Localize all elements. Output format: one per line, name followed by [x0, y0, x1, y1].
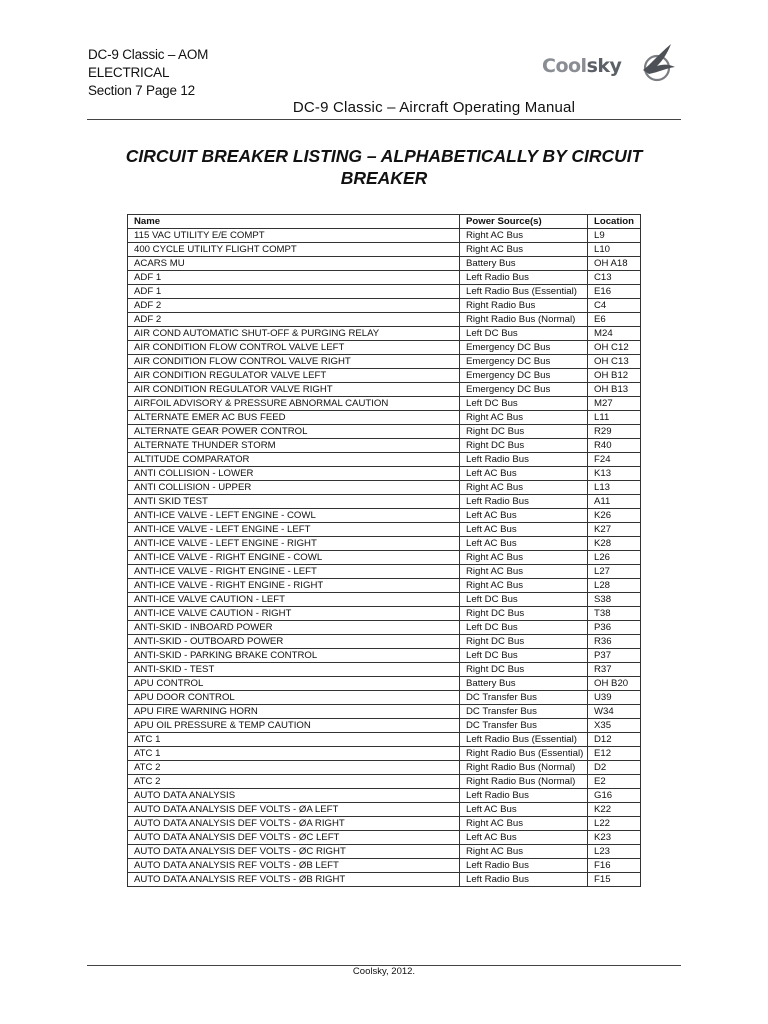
page-title-line-1: CIRCUIT BREAKER LISTING – ALPHABETICALLY BY CIRCUIT — [125, 146, 643, 166]
cell-location: E2 — [588, 775, 641, 789]
table-row — [128, 719, 641, 733]
table-row — [128, 817, 641, 831]
cell-name: APU DOOR CONTROL — [128, 691, 460, 705]
table-row — [128, 593, 641, 607]
header-divider — [87, 119, 681, 120]
cell-power-source: Left AC Bus — [460, 509, 588, 523]
table-row — [128, 831, 641, 845]
cell-power-source: Right DC Bus — [460, 663, 588, 677]
cell-name: ATC 1 — [128, 747, 460, 761]
table-row — [128, 537, 641, 551]
cell-location: R37 — [588, 663, 641, 677]
cell-power-source: Left DC Bus — [460, 593, 588, 607]
cell-location: F15 — [588, 873, 641, 887]
cell-name: ALTITUDE COMPARATOR — [128, 453, 460, 467]
cell-power-source: DC Transfer Bus — [460, 705, 588, 719]
cell-name: ANTI-ICE VALVE - LEFT ENGINE - RIGHT — [128, 537, 460, 551]
header-chapter: ELECTRICAL — [88, 65, 170, 80]
coolsky-logo — [540, 40, 680, 84]
cell-location: OH B13 — [588, 383, 641, 397]
table-body — [128, 229, 641, 887]
cell-name: ANTI-ICE VALVE CAUTION - RIGHT — [128, 607, 460, 621]
cell-name: ANTI-ICE VALVE - RIGHT ENGINE - RIGHT — [128, 579, 460, 593]
table-row — [128, 789, 641, 803]
table-row — [128, 845, 641, 859]
cell-power-source: Left AC Bus — [460, 831, 588, 845]
cell-name: 115 VAC UTILITY E/E COMPT — [128, 229, 460, 243]
cell-name: ATC 2 — [128, 775, 460, 789]
cell-power-source: Left AC Bus — [460, 537, 588, 551]
cell-location: E6 — [588, 313, 641, 327]
page-title-line-2: BREAKER — [340, 168, 428, 188]
cell-power-source: DC Transfer Bus — [460, 691, 588, 705]
cell-power-source: Left Radio Bus — [460, 859, 588, 873]
cell-name: ANTI-SKID - PARKING BRAKE CONTROL — [128, 649, 460, 663]
cell-location: T38 — [588, 607, 641, 621]
cell-power-source: Right DC Bus — [460, 607, 588, 621]
cell-location: L11 — [588, 411, 641, 425]
cell-location: K13 — [588, 467, 641, 481]
cell-power-source: Left DC Bus — [460, 621, 588, 635]
cell-power-source: Right Radio Bus (Normal) — [460, 775, 588, 789]
cell-location: OH A18 — [588, 257, 641, 271]
cell-power-source: Left Radio Bus — [460, 271, 588, 285]
cell-location: E16 — [588, 285, 641, 299]
cell-name: ATC 2 — [128, 761, 460, 775]
cell-location: G16 — [588, 789, 641, 803]
table-row — [128, 495, 641, 509]
cell-name: ANTI COLLISION - LOWER — [128, 467, 460, 481]
cell-name: ANTI-ICE VALVE - RIGHT ENGINE - LEFT — [128, 565, 460, 579]
cell-location: R29 — [588, 425, 641, 439]
table-row — [128, 425, 641, 439]
table-row — [128, 635, 641, 649]
cell-name: ANTI COLLISION - UPPER — [128, 481, 460, 495]
table-row — [128, 299, 641, 313]
cell-power-source: Emergency DC Bus — [460, 369, 588, 383]
cell-location: L22 — [588, 817, 641, 831]
cell-location: E12 — [588, 747, 641, 761]
cell-power-source: Emergency DC Bus — [460, 355, 588, 369]
table-row — [128, 691, 641, 705]
cell-name: AUTO DATA ANALYSIS REF VOLTS - ØB RIGHT — [128, 873, 460, 887]
cell-name: ANTI-ICE VALVE - RIGHT ENGINE - COWL — [128, 551, 460, 565]
cell-power-source: Left Radio Bus — [460, 789, 588, 803]
cell-power-source: Right AC Bus — [460, 551, 588, 565]
table-header-row — [128, 215, 641, 229]
cell-power-source: Left Radio Bus — [460, 495, 588, 509]
cell-power-source: Right AC Bus — [460, 229, 588, 243]
table-row — [128, 873, 641, 887]
table-row — [128, 481, 641, 495]
cell-power-source: Right AC Bus — [460, 481, 588, 495]
cell-location: P36 — [588, 621, 641, 635]
table-row — [128, 453, 641, 467]
table-row — [128, 551, 641, 565]
cell-power-source: Right AC Bus — [460, 411, 588, 425]
cell-power-source: Left DC Bus — [460, 649, 588, 663]
cell-power-source: Left DC Bus — [460, 397, 588, 411]
table-row — [128, 733, 641, 747]
cell-power-source: Battery Bus — [460, 257, 588, 271]
cell-location: OH B20 — [588, 677, 641, 691]
circuit-breaker-table — [127, 214, 641, 887]
cell-power-source: Left Radio Bus (Essential) — [460, 285, 588, 299]
cell-location: K23 — [588, 831, 641, 845]
header-aircraft: DC-9 Classic – AOM — [88, 47, 209, 62]
cell-power-source: Left Radio Bus — [460, 873, 588, 887]
cell-name: APU FIRE WARNING HORN — [128, 705, 460, 719]
table-row — [128, 229, 641, 243]
cell-power-source: Right AC Bus — [460, 845, 588, 859]
cell-location: U39 — [588, 691, 641, 705]
table-row — [128, 775, 641, 789]
cell-power-source: Right Radio Bus — [460, 299, 588, 313]
table-row — [128, 397, 641, 411]
cell-name: 400 CYCLE UTILITY FLIGHT COMPT — [128, 243, 460, 257]
cell-power-source: Left Radio Bus — [460, 453, 588, 467]
cell-location: K27 — [588, 523, 641, 537]
cell-name: AUTO DATA ANALYSIS DEF VOLTS - ØA LEFT — [128, 803, 460, 817]
cell-power-source: Right AC Bus — [460, 565, 588, 579]
table-row — [128, 341, 641, 355]
cell-name: AIR CONDITION REGULATOR VALVE LEFT — [128, 369, 460, 383]
cell-power-source: Left AC Bus — [460, 523, 588, 537]
table-row — [128, 705, 641, 719]
cell-location: R40 — [588, 439, 641, 453]
header-section-page: Section 7 Page 12 — [88, 83, 195, 98]
table-row — [128, 383, 641, 397]
cell-location: P37 — [588, 649, 641, 663]
table-row — [128, 271, 641, 285]
cell-location: D2 — [588, 761, 641, 775]
cell-location: R36 — [588, 635, 641, 649]
cell-name: ANTI-ICE VALVE - LEFT ENGINE - LEFT — [128, 523, 460, 537]
table-row — [128, 859, 641, 873]
table-row — [128, 677, 641, 691]
cell-name: AUTO DATA ANALYSIS DEF VOLTS - ØC RIGHT — [128, 845, 460, 859]
cell-name: ADF 1 — [128, 285, 460, 299]
cell-location: S38 — [588, 593, 641, 607]
cell-name: ADF 1 — [128, 271, 460, 285]
cell-power-source: Right AC Bus — [460, 579, 588, 593]
cell-power-source: Right Radio Bus (Normal) — [460, 761, 588, 775]
column-header-power-source: Power Source(s) — [460, 215, 588, 229]
table-row — [128, 607, 641, 621]
cell-name: AIR CONDITION FLOW CONTROL VALVE LEFT — [128, 341, 460, 355]
column-header-name: Name — [128, 215, 460, 229]
cell-power-source: Right AC Bus — [460, 243, 588, 257]
table-row — [128, 257, 641, 271]
cell-name: ANTI-ICE VALVE CAUTION - LEFT — [128, 593, 460, 607]
cell-location: OH C12 — [588, 341, 641, 355]
cell-power-source: Right DC Bus — [460, 425, 588, 439]
cell-location: L26 — [588, 551, 641, 565]
cell-name: ALTERNATE THUNDER STORM — [128, 439, 460, 453]
cell-name: ANTI-SKID - OUTBOARD POWER — [128, 635, 460, 649]
cell-power-source: Right Radio Bus (Normal) — [460, 313, 588, 327]
cell-location: M24 — [588, 327, 641, 341]
cell-name: AUTO DATA ANALYSIS DEF VOLTS - ØC LEFT — [128, 831, 460, 845]
cell-power-source: Left Radio Bus (Essential) — [460, 733, 588, 747]
cell-location: F24 — [588, 453, 641, 467]
cell-location: A11 — [588, 495, 641, 509]
table-row — [128, 523, 641, 537]
logo-text: Coolsky — [542, 55, 622, 77]
cell-name: APU CONTROL — [128, 677, 460, 691]
cell-name: ADF 2 — [128, 313, 460, 327]
cell-name: ANTI-SKID - INBOARD POWER — [128, 621, 460, 635]
table-row — [128, 313, 641, 327]
footer-copyright: Coolsky, 2012. — [352, 966, 416, 977]
cell-location: L9 — [588, 229, 641, 243]
cell-power-source: Right Radio Bus (Essential) — [460, 747, 588, 761]
cell-location: L23 — [588, 845, 641, 859]
table-row — [128, 439, 641, 453]
cell-location: L27 — [588, 565, 641, 579]
cell-power-source: DC Transfer Bus — [460, 719, 588, 733]
cell-power-source: Right AC Bus — [460, 817, 588, 831]
cell-location: F16 — [588, 859, 641, 873]
table-row — [128, 355, 641, 369]
cell-power-source: Emergency DC Bus — [460, 383, 588, 397]
cell-location: D12 — [588, 733, 641, 747]
cell-power-source: Left AC Bus — [460, 467, 588, 481]
cell-name: AIR CONDITION FLOW CONTROL VALVE RIGHT — [128, 355, 460, 369]
cell-name: ATC 1 — [128, 733, 460, 747]
table-row — [128, 663, 641, 677]
cell-location: K22 — [588, 803, 641, 817]
cell-name: ANTI-ICE VALVE - LEFT ENGINE - COWL — [128, 509, 460, 523]
cell-power-source: Left AC Bus — [460, 803, 588, 817]
cell-name: AIRFOIL ADVISORY & PRESSURE ABNORMAL CAUTION — [128, 397, 460, 411]
cell-location: C4 — [588, 299, 641, 313]
cell-name: AIR CONDITION REGULATOR VALVE RIGHT — [128, 383, 460, 397]
table-row — [128, 621, 641, 635]
cell-location: OH C13 — [588, 355, 641, 369]
table-row — [128, 747, 641, 761]
cell-power-source: Emergency DC Bus — [460, 341, 588, 355]
cell-location: C13 — [588, 271, 641, 285]
table-row — [128, 411, 641, 425]
cell-power-source: Left DC Bus — [460, 327, 588, 341]
cell-name: ADF 2 — [128, 299, 460, 313]
table-row — [128, 369, 641, 383]
cell-power-source: Battery Bus — [460, 677, 588, 691]
cell-name: ALTERNATE GEAR POWER CONTROL — [128, 425, 460, 439]
table-row — [128, 509, 641, 523]
cell-location: W34 — [588, 705, 641, 719]
cell-location: L28 — [588, 579, 641, 593]
cell-location: OH B12 — [588, 369, 641, 383]
cell-name: ANTI SKID TEST — [128, 495, 460, 509]
table-row — [128, 565, 641, 579]
cell-name: AUTO DATA ANALYSIS DEF VOLTS - ØA RIGHT — [128, 817, 460, 831]
cell-location: M27 — [588, 397, 641, 411]
cell-location: X35 — [588, 719, 641, 733]
manual-title: DC-9 Classic – Aircraft Operating Manual — [292, 99, 576, 116]
table-row — [128, 761, 641, 775]
cell-power-source: Right DC Bus — [460, 439, 588, 453]
table-row — [128, 579, 641, 593]
bird-icon — [635, 40, 679, 84]
document-header-info — [88, 46, 208, 100]
table-row — [128, 649, 641, 663]
table-row — [128, 285, 641, 299]
table-row — [128, 467, 641, 481]
table-row — [128, 327, 641, 341]
cell-name: ACARS MU — [128, 257, 460, 271]
cell-name: AUTO DATA ANALYSIS REF VOLTS - ØB LEFT — [128, 859, 460, 873]
cell-name: AUTO DATA ANALYSIS — [128, 789, 460, 803]
cell-location: K28 — [588, 537, 641, 551]
cell-name: AIR COND AUTOMATIC SHUT-OFF & PURGING RELAY — [128, 327, 460, 341]
page-title — [100, 145, 668, 189]
cell-name: ANTI-SKID - TEST — [128, 663, 460, 677]
cell-location: K26 — [588, 509, 641, 523]
table-row — [128, 243, 641, 257]
cell-name: APU OIL PRESSURE & TEMP CAUTION — [128, 719, 460, 733]
table-row — [128, 803, 641, 817]
column-header-location: Location — [588, 215, 641, 229]
cell-name: ALTERNATE EMER AC BUS FEED — [128, 411, 460, 425]
cell-location: L13 — [588, 481, 641, 495]
cell-power-source: Right DC Bus — [460, 635, 588, 649]
cell-location: L10 — [588, 243, 641, 257]
